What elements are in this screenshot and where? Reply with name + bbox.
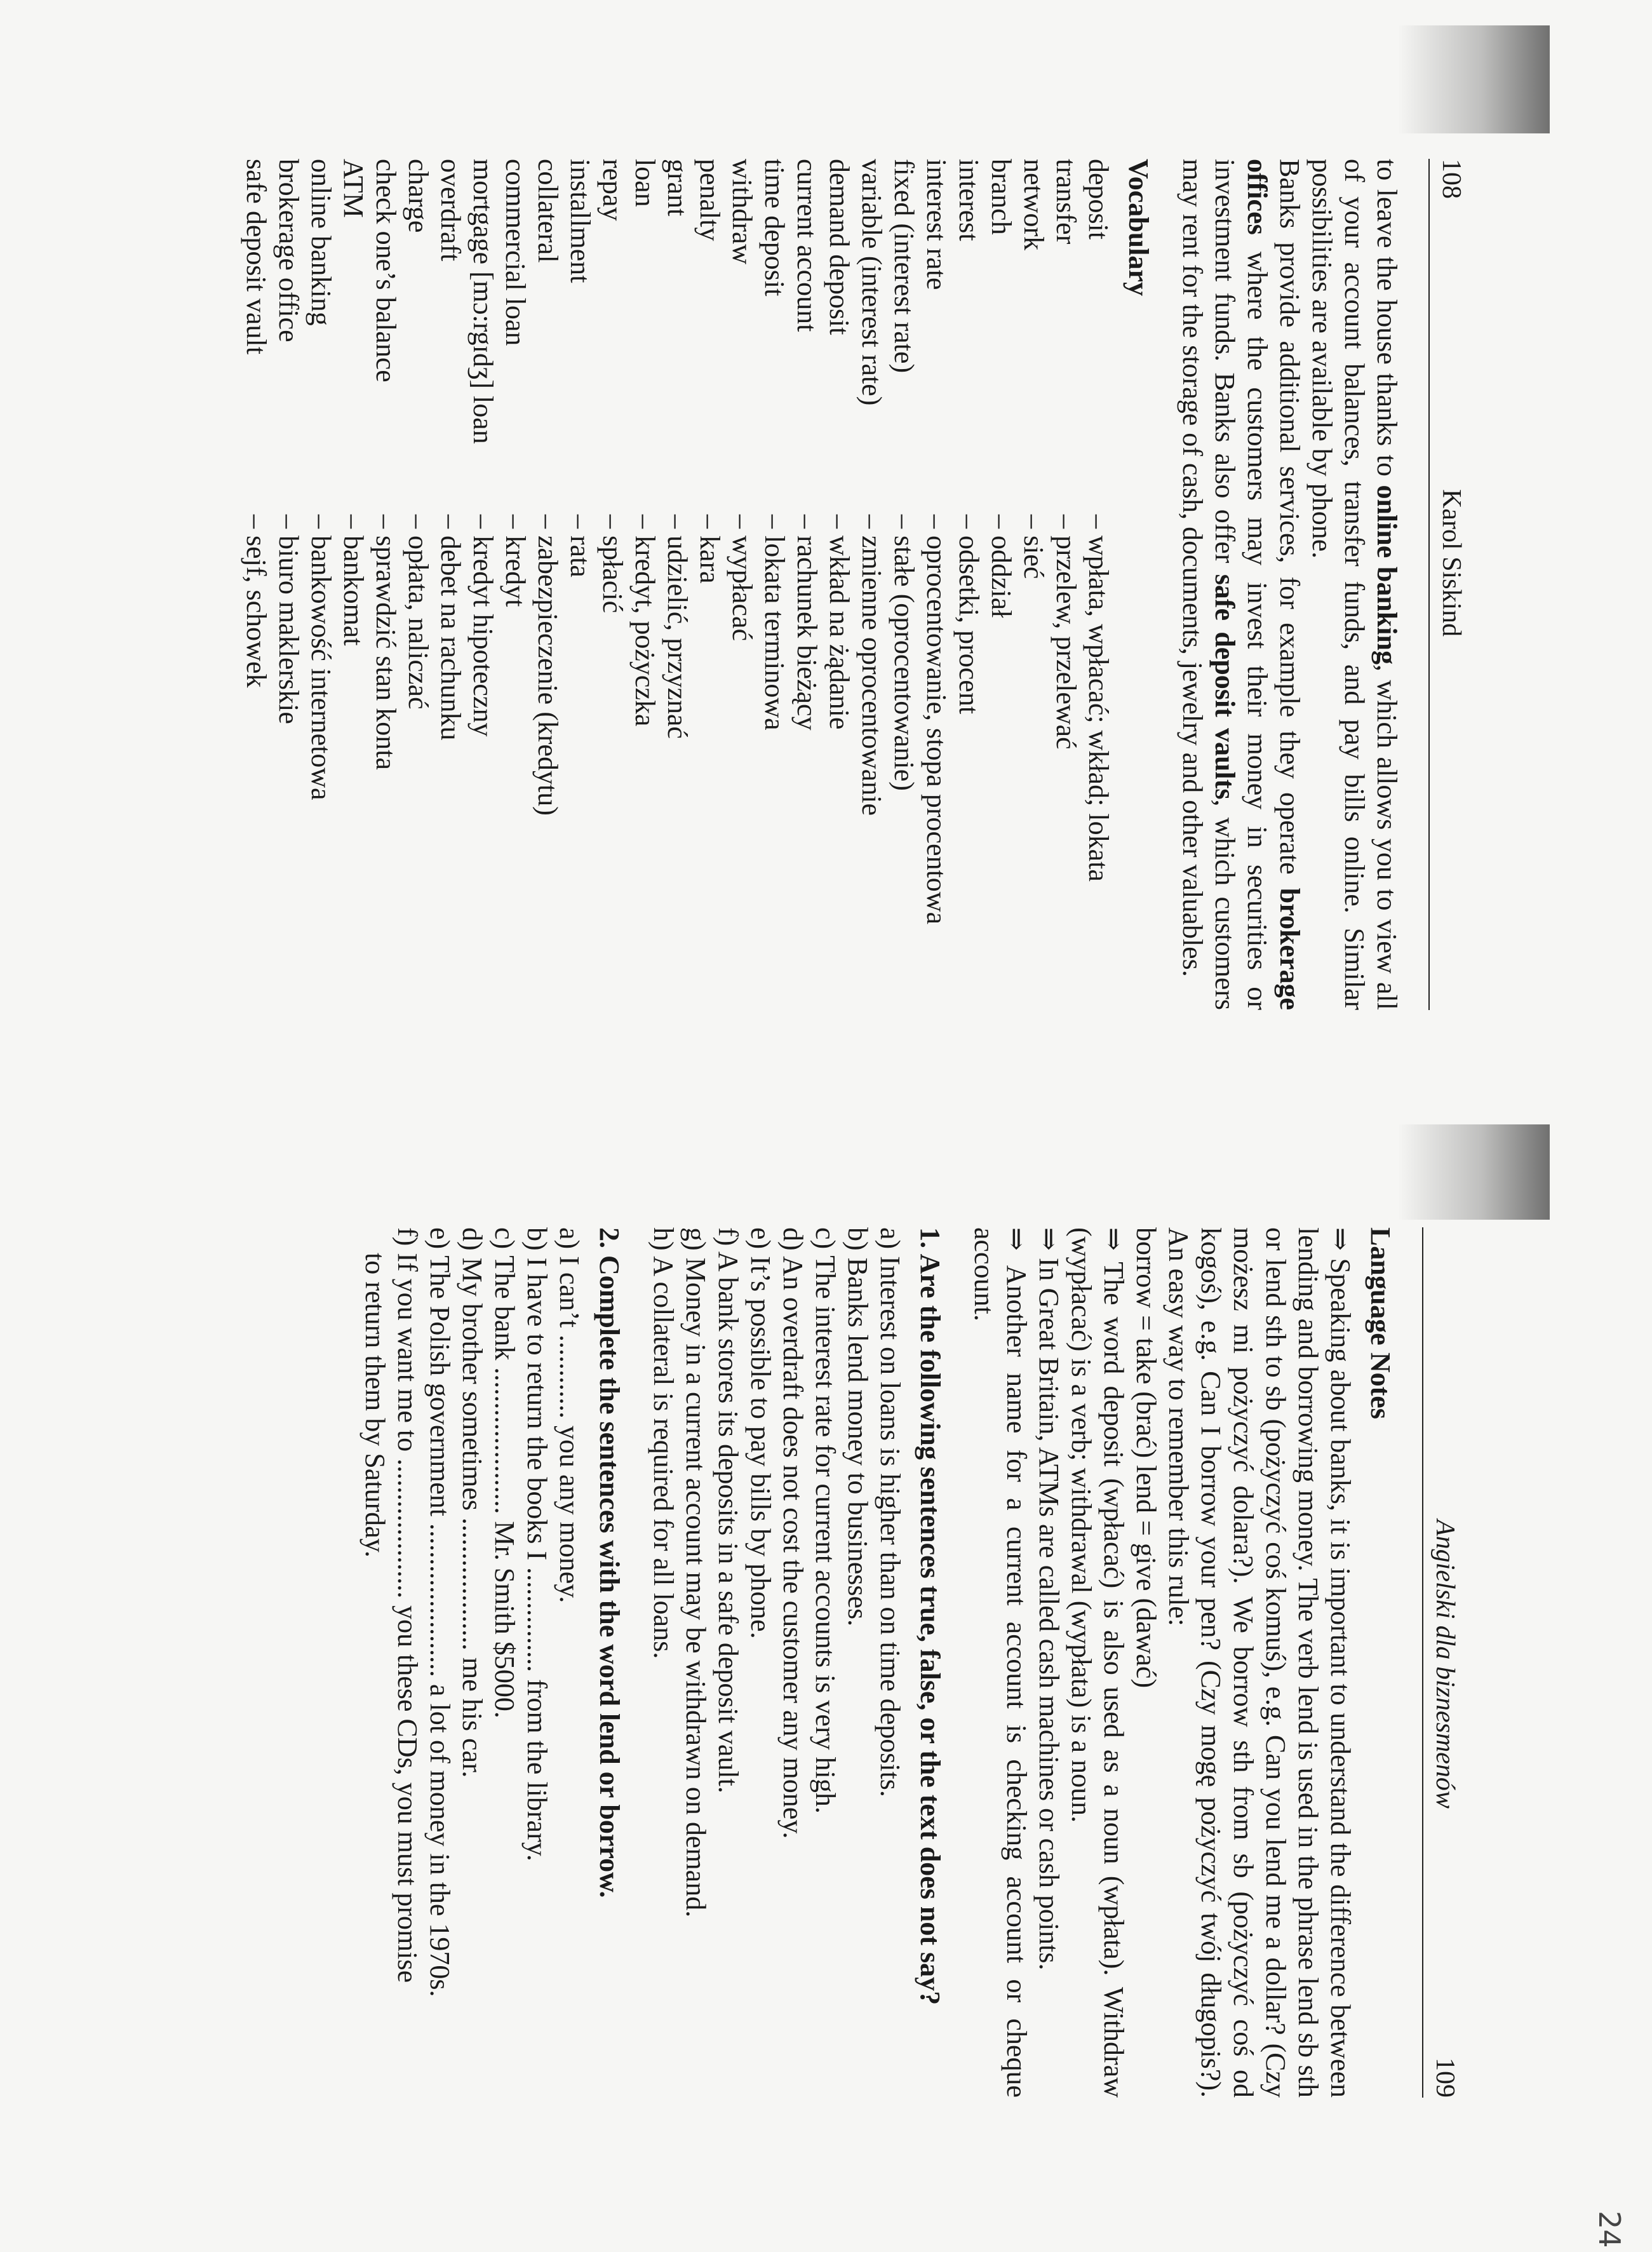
page-number-left: 108 <box>1437 159 1466 199</box>
page-109-content <box>359 1227 1461 2098</box>
vocab-term: interest <box>953 159 984 241</box>
vocab-term: charge <box>403 159 434 233</box>
vocab-translation: – sprawdzić stan konta <box>370 515 401 770</box>
note-deposit: ⇒ The word deposit (wpłacać) is also used as a noun (wpłata). Withdraw (wypłacać) is a verb; withdrawal (wypłata) is a noun. <box>1066 1227 1129 2098</box>
vocab-term: fixed (interest rate) <box>889 159 920 374</box>
note-rule: borrow = take (brać) lend = give (dawać) <box>1131 1227 1162 1689</box>
running-header-left <box>1428 159 1468 1010</box>
vocab-term: ATM <box>338 159 369 218</box>
author-name: Karol Siskind <box>1437 489 1466 637</box>
page-109 <box>0 1126 1652 2251</box>
vocabulary-list <box>240 159 1115 1010</box>
exercise-1-item: f) A bank stores its deposits in a safe deposit vault. <box>713 1227 744 1793</box>
vocab-translation: – bankomat <box>338 515 369 646</box>
vocab-translation: – wpłata, wpłacać; wkład; lokata <box>1083 515 1114 882</box>
vocab-term: interest rate <box>921 159 952 290</box>
vocab-term: withdraw <box>727 159 758 265</box>
vocab-term: safe deposit vault <box>241 159 272 354</box>
vocab-term: branch <box>986 159 1017 235</box>
vocab-term: commercial loan <box>500 159 531 346</box>
exercise-2-item: f) If you want me to .................... you these CDs, you must promise <box>392 1227 423 1983</box>
exercise-1-item: e) It’s possible to pay bills by phone. <box>745 1227 776 1639</box>
vocab-term: grant <box>662 159 693 217</box>
vocab-translation: – bankowość internetowa <box>306 515 337 800</box>
vocab-translation: – opłata, naliczać <box>403 515 434 710</box>
intro-paragraph-1: to leave the house thanks to online banking, which allows you to view all of your account balances, transfer funds, and pay bills online. Similar possibilities are available by phone. <box>1306 159 1402 1011</box>
note-atm: ⇒ In Great Britain, ATMs are called cash machines or cash points. <box>1033 1227 1064 1971</box>
vocab-translation: – odsetki, procent <box>953 515 984 715</box>
exercise-2-item: e) The Polish government ...................... a lot of money in the 1970s. <box>424 1227 455 1997</box>
exercise-2-list <box>359 1227 586 2098</box>
vocab-term: brokerage office <box>273 159 304 342</box>
page-108-content <box>240 159 1468 1010</box>
vocab-term: deposit <box>1083 159 1114 240</box>
vocab-term: check one’s balance <box>370 159 401 382</box>
vocab-translation: – spłacić <box>597 515 628 614</box>
exercise-2-item: d) My brother sometimes ................... me his car. <box>457 1227 488 1778</box>
exercise-1-item: d) An overdraft does not cost the customer any money. <box>777 1227 809 1839</box>
vocab-translation: – udzielić, przyznać <box>662 515 693 739</box>
exercise-2-item: to return them by Saturday. <box>359 1253 391 1558</box>
exercise-1-item: h) A collateral is required for all loans. <box>648 1227 679 1659</box>
vocab-term: network <box>1018 159 1049 251</box>
handwritten-margin-note: 24 <box>1592 2211 1627 2248</box>
note-lend-borrow: ⇒ Speaking about banks, it is important to understand the difference between lending and borrowing money. The verb lend is used in the phrase lend sb sth or lend sth to sb (pożyczyć coś komuś), e.g. Can you lend me a dollar? (Czy możesz mi pożyczyć dolara?). We borrow sth from sb (pożyczyć coś od kogoś), e.g. Can I borrow your pen? (Czy mogę pożyczyć twój długopis?). An easy way to remember this rule: <box>1163 1227 1356 2098</box>
exercise-1-list <box>647 1227 906 2098</box>
exercise-2-item: a) I can’t ............ you any money. <box>554 1227 585 1603</box>
page-number-right: 109 <box>1430 2058 1460 2098</box>
exercise-2-item: c) The bank ..................... Mr. Smith $5000. <box>489 1227 520 1718</box>
vocab-term: loan <box>629 159 661 207</box>
vocab-term: transfer <box>1051 159 1082 245</box>
exercise-2-item: b) I have to return the books I ............... from the library. <box>521 1227 553 1861</box>
intro-paragraph-2: Banks provide additional services, for example they operate brokerage offices where the customers may invest their money in securities or investment funds. Banks also offer safe deposit vaults, which customers may rent for the storage of cash, documents, jewelry and other valuables. <box>1177 159 1305 1010</box>
vocab-term: collateral <box>532 159 563 263</box>
exercise-1-item: a) Interest on loans is higher than on time deposits. <box>875 1227 906 1797</box>
vocab-translation: – przelew, przelewać <box>1051 515 1082 750</box>
vocab-term: mortgage [mɔ:rgɪdʒ] loan <box>467 159 499 444</box>
exercise-1-item: c) The interest rate for current accounts is very high. <box>810 1227 841 1814</box>
vocab-translation: – kredyt <box>500 515 531 607</box>
vocabulary-heading: Vocabulary <box>1123 159 1154 296</box>
exercise-1-heading: 1. Are the following sentences true, false, or the text does not say? <box>915 1227 946 2006</box>
vocab-term: variable (interest rate) <box>856 159 887 406</box>
vocab-term: time deposit <box>759 159 790 297</box>
vocab-term: demand deposit <box>824 159 855 335</box>
running-header-right <box>1422 1227 1461 2098</box>
vocab-term: penalty <box>694 159 725 241</box>
note-current-account: ⇒ Another name for a current account is checking account or cheque account. <box>969 1227 1032 2098</box>
exercise-1-item: b) Banks lend money to businesses. <box>842 1227 873 1627</box>
vocab-translation: – stałe (oprocentowanie) <box>889 515 920 791</box>
vocab-translation: – wypłacać <box>727 515 758 642</box>
vocab-translation: – sejf, schowek <box>241 515 272 688</box>
vocab-translation: – zabezpieczenie (kredytu) <box>532 515 563 816</box>
vocab-term: overdraft <box>435 159 466 262</box>
vocab-translation: – oddział <box>986 515 1017 618</box>
language-notes-heading: Language Notes <box>1365 1227 1396 1419</box>
vocab-term: installment <box>565 159 596 283</box>
vocab-translation: – kara <box>694 515 725 584</box>
vocab-translation: – oprocentowanie, stopa procentowa <box>921 515 952 925</box>
vocab-translation: – rata <box>565 515 596 577</box>
vocab-translation: – sieć <box>1018 515 1049 579</box>
vocab-translation: – debet na rachunku <box>435 515 466 741</box>
vocab-term: online banking <box>306 159 337 326</box>
vocab-translation: – kredyt, pożyczka <box>629 515 661 727</box>
vocab-term: repay <box>597 159 628 221</box>
vocab-translation: – lokata terminowa <box>759 515 790 731</box>
book-title: Angielski dla biznesmenów <box>1430 1520 1460 1809</box>
vocab-translation: – wkład na żądanie <box>824 515 855 730</box>
exercise-2-heading: 2. Complete the sentences with the word lend or borrow. <box>594 1227 625 1898</box>
vocab-translation: – biuro maklerskie <box>273 515 304 724</box>
vocab-term: current account <box>791 159 823 332</box>
vocab-translation: – kredyt hipoteczny <box>467 515 499 737</box>
vocab-translation: – rachunek bieżący <box>791 515 823 731</box>
exercise-1-item: g) Money in a current account may be withdrawn on demand. <box>680 1227 711 1918</box>
vocab-translation: – zmienne oprocentowanie <box>856 515 887 816</box>
